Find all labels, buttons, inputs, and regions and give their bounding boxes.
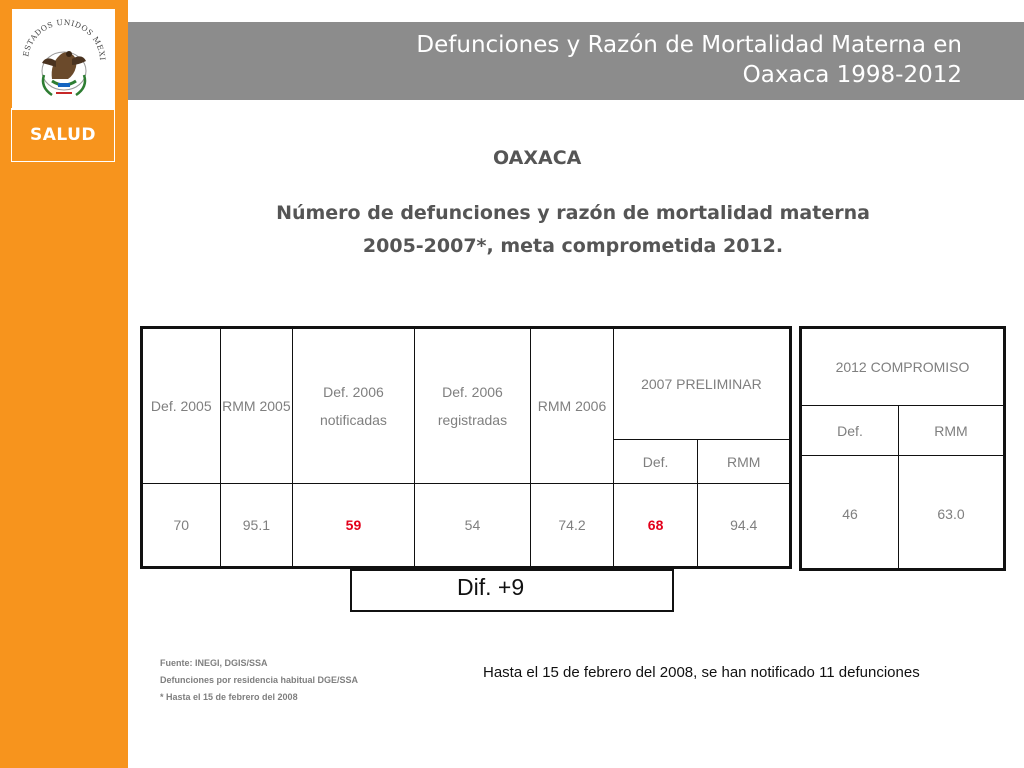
header-2007-preliminar: 2007 PRELIMINAR	[613, 328, 790, 440]
slide-title-line2: Oaxaca 1998-2012	[742, 62, 962, 88]
commitment-rmm-label: RMM	[899, 406, 1005, 456]
commitment-rmm-value: 63.0	[899, 456, 1005, 570]
difference-box	[350, 569, 674, 612]
table-subtitle	[180, 197, 966, 263]
slide-title-line1: Defunciones y Razón de Mortalidad Materna en	[416, 32, 962, 58]
source-line: Fuente: INEGI, DGIS/SSA	[160, 658, 268, 668]
sources-block	[160, 655, 358, 706]
slide-title	[416, 30, 962, 90]
header-rmm-2006: RMM 2006	[531, 328, 614, 484]
commitment-def-value: 46	[801, 456, 899, 570]
value-rmm-2006: 74.2	[531, 484, 614, 568]
value-def-2005: 70	[142, 484, 221, 568]
mortality-table	[140, 326, 792, 569]
value-prelim-rmm: 94.4	[698, 484, 791, 568]
sidebar	[0, 0, 128, 768]
value-prelim-def: 68	[613, 484, 698, 568]
table-row	[142, 484, 791, 568]
value-def-2006-registradas: 54	[414, 484, 531, 568]
svg-text:ESTADOS UNIDOS MEXICANOS: ESTADOS UNIDOS MEXI	[21, 17, 108, 62]
header-def-2006-notificadas: Def. 2006 notificadas	[293, 328, 414, 484]
difference-text: Dif. +9	[457, 574, 525, 600]
title-banner	[128, 22, 1024, 100]
salud-logo-text: SALUD	[29, 125, 97, 145]
commitment-title: 2012 COMPROMISO	[801, 328, 1005, 406]
state-heading: OAXACA	[493, 147, 582, 169]
notification-note: Hasta el 15 de febrero del 2008, se han notificado 11 defunciones	[483, 664, 920, 681]
header-prelim-def: Def.	[613, 440, 698, 484]
eagle-emblem-icon	[12, 9, 115, 110]
table-row	[801, 456, 1005, 570]
source-line: * Hasta el 15 de febrero del 2008	[160, 692, 298, 702]
header-rmm-2005: RMM 2005	[220, 328, 293, 484]
header-def-2006-registradas: Def. 2006 registradas	[414, 328, 531, 484]
salud-logo-box	[11, 108, 115, 162]
coat-of-arms-emblem	[12, 9, 115, 110]
source-line: Defunciones por residencia habitual DGE/SSA	[160, 675, 359, 685]
header-def-2005: Def. 2005	[142, 328, 221, 484]
subtitle-line2: 2005-2007*, meta comprometida 2012.	[362, 235, 784, 257]
commitment-table	[799, 326, 1006, 571]
header-prelim-rmm: RMM	[698, 440, 791, 484]
value-rmm-2005: 95.1	[220, 484, 293, 568]
subtitle-line1: Número de defunciones y razón de mortalidad materna	[276, 202, 870, 224]
value-def-2006-notificadas: 59	[293, 484, 414, 568]
commitment-def-label: Def.	[801, 406, 899, 456]
